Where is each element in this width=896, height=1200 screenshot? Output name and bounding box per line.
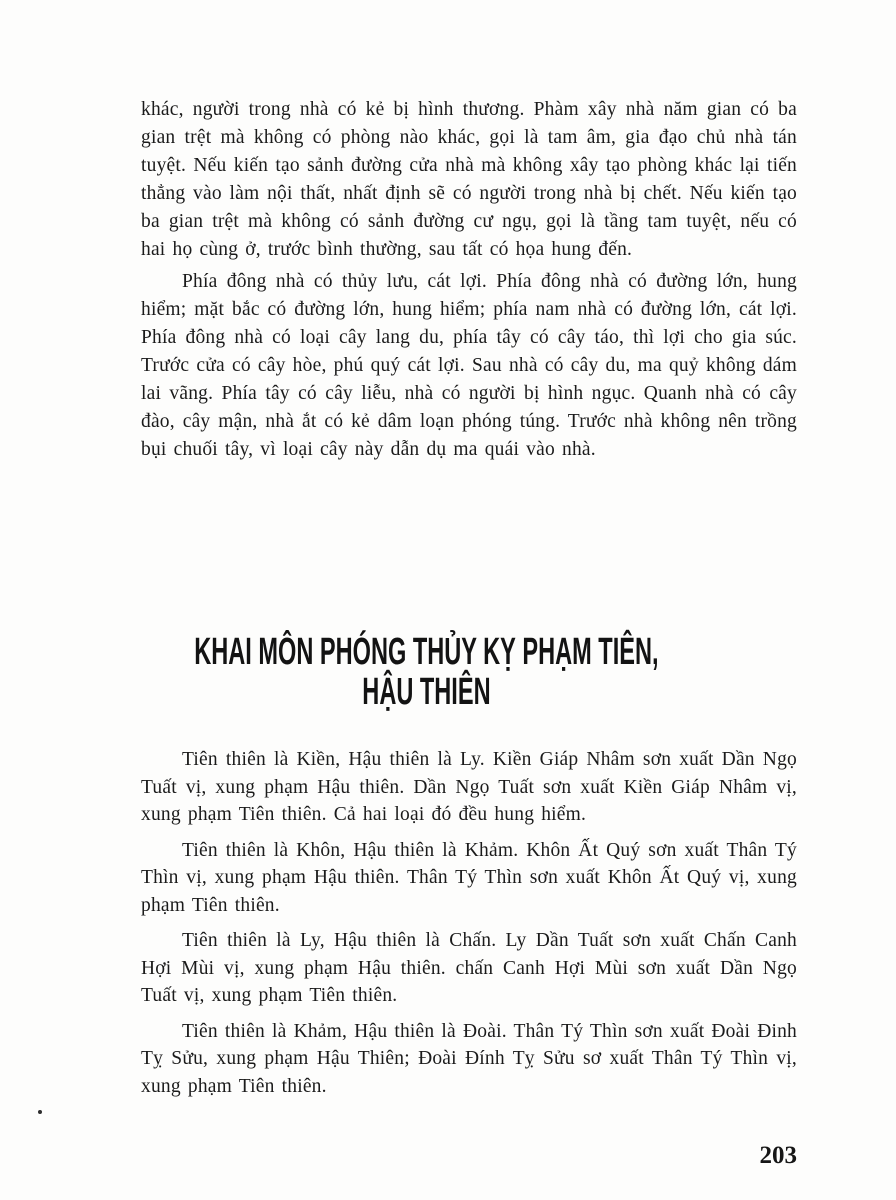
paragraph: Tiên thiên là Khôn, Hậu thiên là Khảm. Khôn Ất Quý sơn xuất Thân Tý Thìn vị, xung phạm Hậu thiên. Thân Tý Thìn sơn xuất Khôn Ất Quý vị, xung phạm Tiên thiên. (141, 839, 797, 916)
page-number: 203 (759, 1142, 797, 1169)
paragraph: Tiên thiên là Khảm, Hậu thiên là Đoài. Thân Tý Thìn sơn xuất Đoài Đinh Tỵ Sửu, xung phạm Hậu Thiên; Đoài Đính Tỵ Sửu sơ xuất Thân Tý Thìn vị, xung phạm Tiên thiên. (141, 1020, 797, 1097)
paragraph-continuation: khác, người trong nhà có kẻ bị hình thương. Phàm xây nhà năm gian có ba gian trệt mà không có phòng nào khác, gọi là tam âm, gia đạo chủ nhà tán tuyệt. Nếu kiến tạo sảnh đường cửa nhà mà không xây tạo phòng khác lại tiến thẳng vào làm nội thất, nhất định sẽ có người trong nhà bị chết. Nếu kiến tạo ba gian trệt mà không có sảnh đường cư ngụ, gọi là tầng tam tuyệt, nếu có hai họ cùng ở, trước bình thường, sau tất có họa hung đến. (141, 99, 797, 260)
section-heading-line-2: HẬU THIÊN (361, 671, 491, 713)
paragraph: Tiên thiên là Kiền, Hậu thiên là Ly. Kiền Giáp Nhâm sơn xuất Dần Ngọ Tuất vị, xung phạm Hậu thiên. Dần Ngọ Tuất sơn xuất Kiền Giáp Nhâm vị, xung phạm Tiên thiên. Cả hai loại đó đều hung hiểm. (141, 749, 797, 825)
intro-text-block (141, 96, 797, 468)
paragraph: Phía đông nhà có thủy lưu, cát lợi. Phía đông nhà có đường lớn, hung hiểm; mặt bắc có đường lớn, hung hiểm; phía nam nhà có đường lớn, cát lợi. Phía đông nhà có loại cây lang du, phía tây có cây táo, thì lợi cho gia súc. Trước cửa có cây hòe, phú quý cát lợi. Sau nhà có cây du, ma quỷ không dám lai vãng. Phía tây có cây liễu, nhà có người bị hình ngục. Quanh nhà có cây đào, cây mận, nhà ắt có kẻ dâm loạn phóng túng. Trước nhà không nên trồng bụi chuối tây, vì loại cây này dẫn dụ ma quái vào nhà. (141, 271, 797, 460)
section-heading (0, 632, 852, 712)
paragraph: Tiên thiên là Ly, Hậu thiên là Chấn. Ly Dần Tuất sơn xuất Chấn Canh Hợi Mùi vị, xung phạm Hậu thiên. chấn Canh Hợi Mùi sơn xuất Dần Ngọ Tuất vị, xung phạm Tiên thiên. (141, 930, 797, 1006)
scan-artifact-dot (38, 1110, 42, 1114)
section-text-block (141, 746, 797, 1108)
section-heading-line-1: KHAI MÔN PHÓNG THỦY KỴ PHẠM TIÊN, (193, 631, 659, 673)
